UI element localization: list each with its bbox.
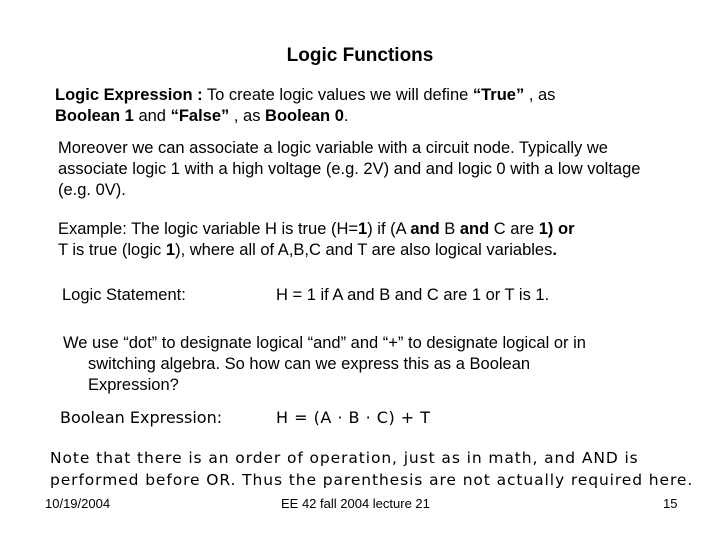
boolean-expression-label: Boolean Expression: xyxy=(60,408,223,427)
true-word: “True” xyxy=(472,86,525,104)
text-span: , as xyxy=(229,107,266,125)
footer-date: 10/19/2004 xyxy=(45,496,111,511)
bold-term: 1 xyxy=(358,220,368,238)
logic-expression-paragraph xyxy=(55,85,675,127)
text-span: Example: The logic variable H is true (H= xyxy=(58,220,359,238)
text-span: B xyxy=(439,220,460,238)
logic-statement-label: Logic Statement: xyxy=(62,286,186,304)
bold-term: 1 xyxy=(165,241,176,259)
bold-term: or xyxy=(557,220,575,238)
bold-term: and xyxy=(459,220,490,238)
boolean-expression-value: H = (A · B · C) + T xyxy=(276,408,431,427)
text-span: ), where all of A,B,C and T are also logical variables xyxy=(175,241,553,259)
boolean-1-term: Boolean 1 xyxy=(55,107,134,125)
note-line-2: performed before OR. Thus the parenthesis are not actually required here. xyxy=(50,471,694,489)
notation-line-1: We use “dot” to designate logical “and” and “+” to designate logical or in xyxy=(63,334,586,352)
bold-term: and xyxy=(410,220,440,238)
logic-expression-label: Logic Expression : xyxy=(55,86,203,104)
text-span: C are xyxy=(489,220,539,238)
text-span: To create logic values we will define xyxy=(202,86,473,104)
text-span: T is true (logic xyxy=(58,241,166,259)
notation-paragraph xyxy=(63,333,683,396)
boolean-0-term: Boolean 0 xyxy=(265,107,344,125)
bold-term: . xyxy=(552,241,557,259)
text-span: and xyxy=(133,107,171,125)
false-word: “False” xyxy=(170,107,230,125)
slide-title: Logic Functions xyxy=(286,45,434,66)
text-span: , as xyxy=(524,86,556,104)
footer-page-number: 15 xyxy=(663,496,678,511)
text-span: ) if (A xyxy=(367,220,411,238)
logic-statement-value: H = 1 if A and B and C are 1 or T is 1. xyxy=(276,286,550,304)
notation-line-3: Expression? xyxy=(88,376,179,394)
text-span: . xyxy=(343,107,349,125)
footer-course: EE 42 fall 2004 lecture 21 xyxy=(281,496,430,511)
note-line-1: Note that there is an order of operation, just as in math, and AND is xyxy=(50,449,639,467)
association-paragraph: Moreover we can associate a logic variable with a circuit node. Typically we associate logic 1 with a high voltage (e.g. 2V) and and logic 0 with a low voltage (e.g. 0V). xyxy=(58,139,641,199)
notation-line-2: switching algebra. So how can we express this as a Boolean xyxy=(88,355,531,373)
order-of-operation-note xyxy=(50,447,710,491)
example-paragraph xyxy=(58,219,698,261)
bold-term: 1) xyxy=(538,220,554,238)
